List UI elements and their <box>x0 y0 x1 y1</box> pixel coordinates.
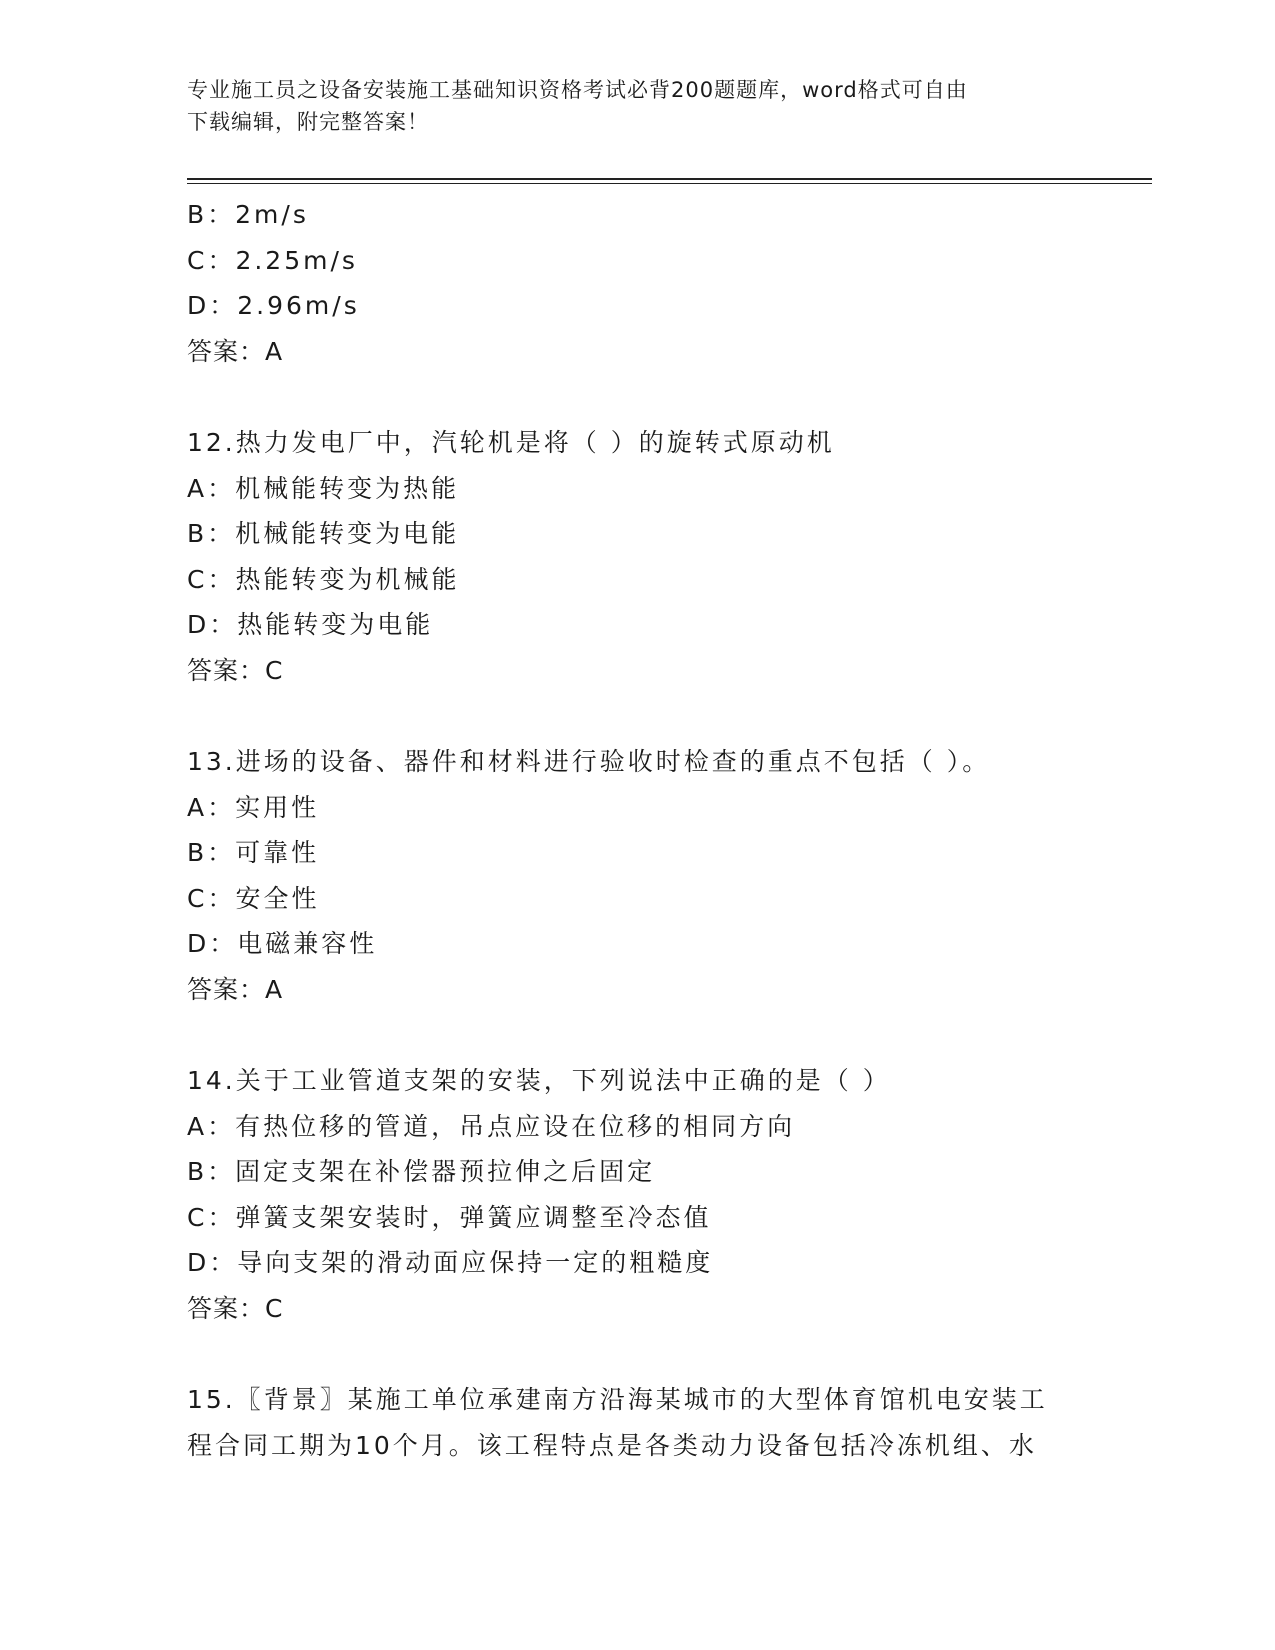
question-14 <box>187 1058 1087 1331</box>
option-a: A：有热位移的管道，吊点应设在位移的相同方向 <box>187 1111 796 1141</box>
option-c: C：弹簧支架安装时，弹簧应调整至冷态值 <box>187 1202 712 1232</box>
background-text-line-1: 15.〖背景〗某施工单位承建南方沿海某城市的大型体育馆机电安装工 <box>187 1385 1048 1414</box>
document-header <box>187 74 1067 138</box>
header-divider-thin <box>187 183 1152 184</box>
answer-line: 答案：C <box>187 1293 284 1323</box>
question-11-continued <box>187 192 1087 374</box>
header-line-2: 下载编辑，附完整答案！ <box>187 110 429 134</box>
option-d: D：电磁兼容性 <box>187 929 378 958</box>
answer-line: 答案：C <box>187 655 284 685</box>
option-c: C：2.25m/s <box>187 245 358 275</box>
option-a: A：实用性 <box>187 792 320 822</box>
header-line-1: 专业施工员之设备安装施工基础知识资格考试必背200题题库，word格式可自由 <box>187 78 968 102</box>
option-b: B：固定支架在补偿器预拉伸之后固定 <box>187 1157 656 1186</box>
header-divider-thick <box>187 178 1152 180</box>
question-stem: 13.进场的设备、器件和材料进行验收时检查的重点不包括（ ）。 <box>187 747 991 776</box>
option-c: C：安全性 <box>187 883 320 913</box>
question-12 <box>187 420 1087 693</box>
option-b: B：可靠性 <box>187 838 320 867</box>
option-a: A：机械能转变为热能 <box>187 473 460 503</box>
option-d: D：导向支架的滑动面应保持一定的粗糙度 <box>187 1248 714 1277</box>
option-c: C：热能转变为机械能 <box>187 564 460 594</box>
option-d: D：2.96m/s <box>187 291 360 320</box>
question-stem: 14.关于工业管道支架的安装，下列说法中正确的是（ ） <box>187 1066 891 1095</box>
option-b: B：机械能转变为电能 <box>187 519 460 548</box>
option-b: B：2m/s <box>187 200 309 229</box>
answer-line: 答案：A <box>187 336 284 366</box>
question-15 <box>187 1377 1087 1468</box>
background-text-line-2: 程合同工期为10个月。该工程特点是各类动力设备包括冷冻机组、水 <box>187 1430 1037 1460</box>
answer-line: 答案：A <box>187 974 284 1004</box>
question-stem: 12.热力发电厂中，汽轮机是将（ ）的旋转式原动机 <box>187 428 835 457</box>
question-list <box>187 192 1087 1468</box>
option-d: D：热能转变为电能 <box>187 610 434 639</box>
question-13 <box>187 739 1087 1012</box>
